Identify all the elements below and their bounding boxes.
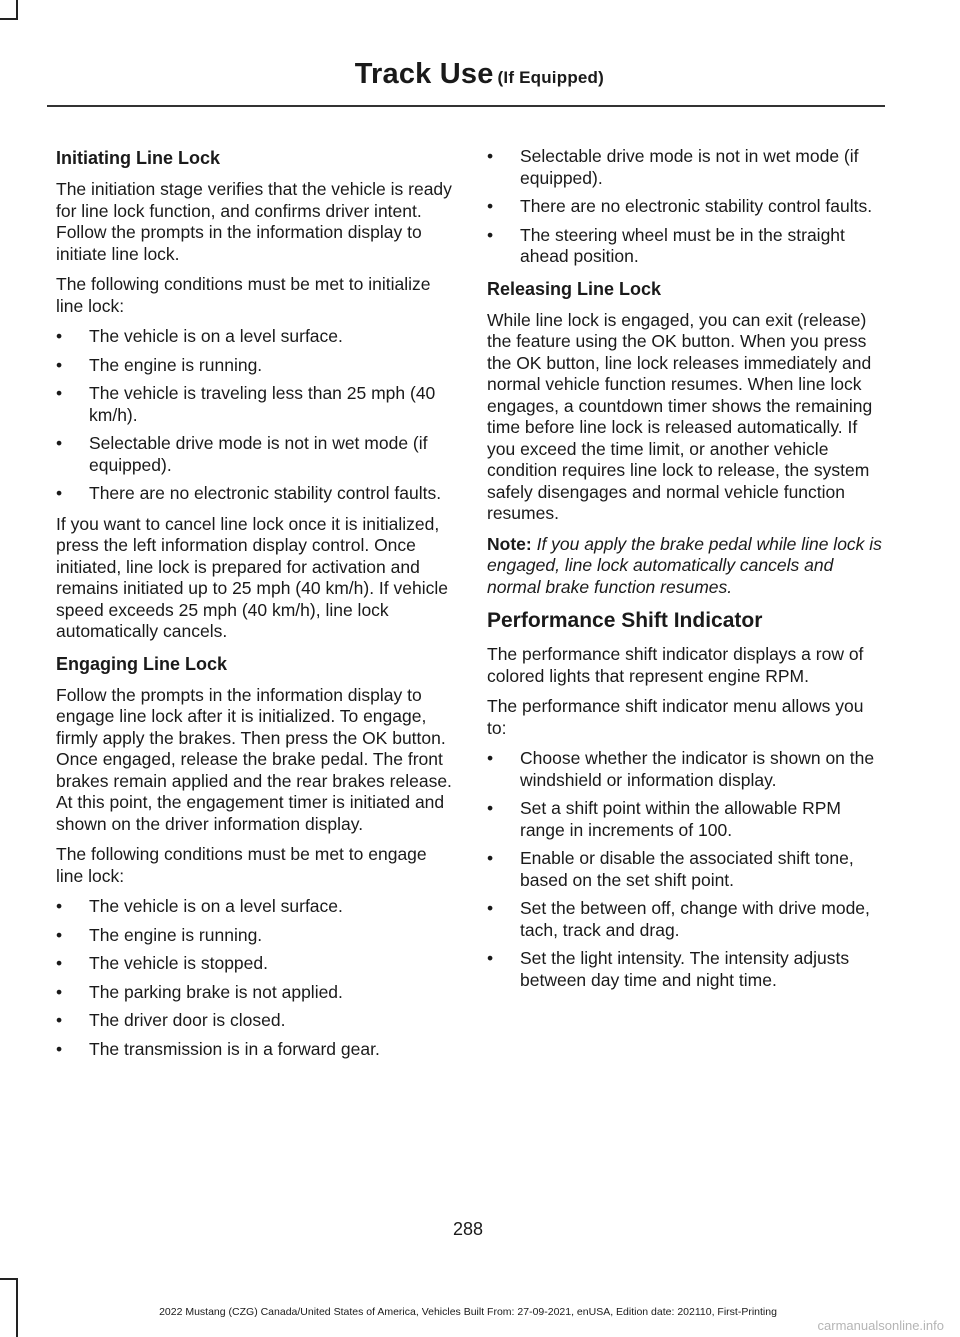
psi-paragraph-2: The performance shift indicator menu allows you to: (487, 696, 864, 738)
right-column (487, 146, 883, 1000)
crop-mark-top-left-horizontal (0, 18, 18, 20)
watermark: carmanualsonline.info (817, 1318, 944, 1333)
initiating-paragraph-1: The initiation stage verifies that the vehicle is ready for line lock function, and confirms driver intent. Follow the prompts in the information display to initiate line lock. (56, 179, 452, 264)
releasing-paragraph: While line lock is engaged, you can exit (release) the feature using the OK button. When you press the OK button, line lock releases immediately and normal vehicle function resumes. When line lock engages, a countdown timer shows the remaining time before line lock is released automatically. If you exceed the time limit, or another vehicle condition requires line lock to release, the system safely disengages and normal vehicle function resumes. (487, 309, 873, 523)
list-item: • There are no electronic stability control faults. (487, 196, 883, 218)
list-item: • Selectable drive mode is not in wet mode (if equipped). (56, 433, 452, 476)
page-number: 288 (452, 1219, 484, 1239)
releasing-heading: Releasing Line Lock (487, 278, 662, 299)
list-item: • The parking brake is not applied. (56, 982, 452, 1004)
list-item: • The steering wheel must be in the straight ahead position. (487, 225, 883, 268)
list-item: • The vehicle is on a level surface. (56, 896, 452, 918)
engaging-conditions-list-continued (487, 146, 883, 268)
crop-mark-bottom-left-horizontal (0, 1278, 18, 1280)
engaging-paragraph-2: The following conditions must be met to engage line lock: (56, 844, 427, 886)
list-item: • Enable or disable the associated shift tone, based on the set shift point. (487, 848, 883, 891)
list-item: • Selectable drive mode is not in wet mode (if equipped). (487, 146, 883, 189)
note (487, 534, 883, 599)
crop-mark-top-left-vertical (16, 0, 18, 20)
engaging-paragraph-1: Follow the prompts in the information display to engage line lock after it is initialized. To engage, firmly apply the brakes. Then press the OK button. Once engaged, release the brake pedal. The front brakes remain applied and the rear brakes release. At this point, the engagement timer is initiated and shown on the driver information display. (56, 684, 452, 834)
list-item: • The vehicle is traveling less than 25 mph (40 km/h). (56, 383, 452, 426)
list-item: • The vehicle is stopped. (56, 953, 452, 975)
list-item: • The transmission is in a forward gear. (56, 1039, 452, 1061)
initiating-conditions-list (56, 326, 452, 505)
list-item: • The driver door is closed. (56, 1010, 452, 1032)
header-divider (47, 105, 885, 107)
note-text: If you apply the brake pedal while line lock is engaged, line lock automatically cancels and normal brake function resumes. (487, 533, 882, 597)
list-item: • Set the between off, change with drive mode, tach, track and drag. (487, 898, 883, 941)
psi-options-list (487, 748, 883, 991)
list-item: • The vehicle is on a level surface. (56, 326, 452, 348)
page-header (355, 58, 604, 91)
initiating-paragraph-3: If you want to cancel line lock once it is initialized, press the left information display control. Once initiated, line lock is prepared for activation and remains initiated up to 25 mph (40 km/h). If vehicle speed exceeds 25 mph (40 km/h), line lock automatically cancels. (56, 513, 448, 641)
psi-paragraph-1: The performance shift indicator displays a row of colored lights that represent engine RPM. (487, 644, 864, 686)
note-label: Note: (487, 533, 532, 554)
engaging-conditions-list (56, 896, 452, 1060)
header-title: Track Use (354, 58, 494, 90)
list-item: • The engine is running. (56, 355, 452, 377)
initiating-heading: Initiating Line Lock (56, 148, 221, 168)
initiating-paragraph-2: The following conditions must be met to initialize line lock: (56, 274, 431, 316)
footer-edition-info: 2022 Mustang (CZG) Canada/United States of America, Vehicles Built From: 27-09-2021, enUSA, Edition date: 202110, First-Printing (159, 1306, 777, 1318)
performance-shift-indicator-heading: Performance Shift Indicator (487, 609, 763, 632)
list-item: • Set a shift point within the allowable RPM range in increments of 100. (487, 798, 883, 841)
list-item: • Choose whether the indicator is shown on the windshield or information display. (487, 748, 883, 791)
list-item: • There are no electronic stability control faults. (56, 483, 452, 505)
list-item: • Set the light intensity. The intensity adjusts between day time and night time. (487, 948, 883, 991)
left-column (56, 146, 452, 1069)
header-subtitle: (If Equipped) (497, 68, 604, 87)
engaging-heading: Engaging Line Lock (56, 653, 228, 674)
list-item: • The engine is running. (56, 925, 452, 947)
